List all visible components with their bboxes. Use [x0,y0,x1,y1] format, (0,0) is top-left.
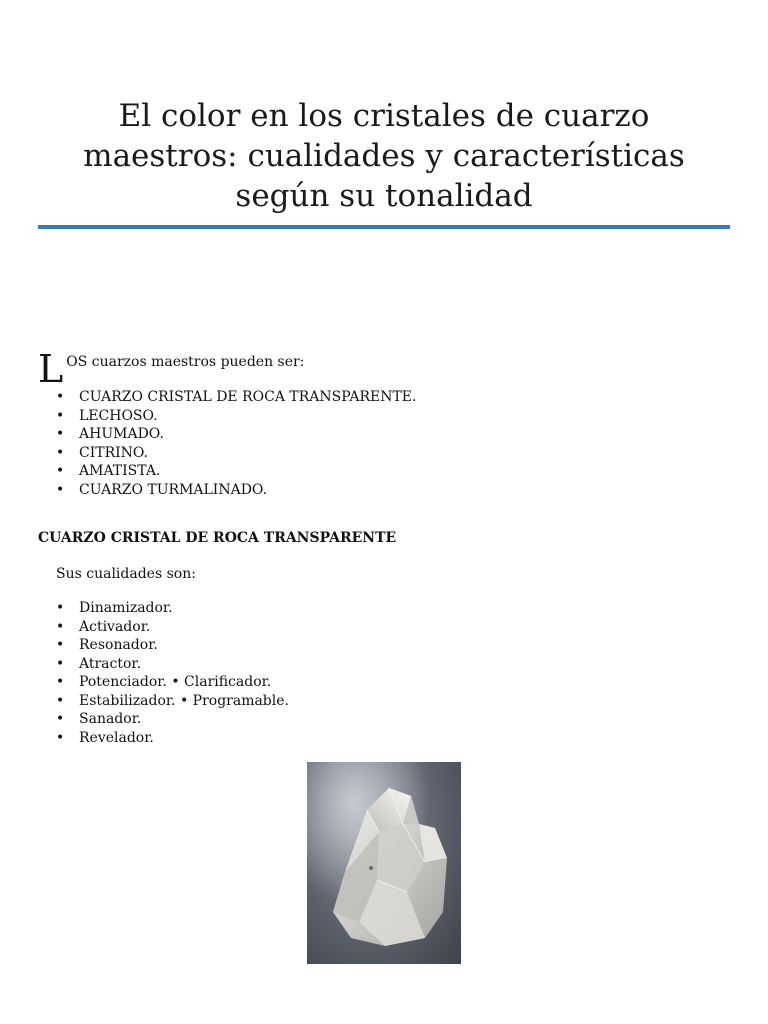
document-title: El color en los cristales de cuarzo maestros: cualidades y características según su tonalidad [83,98,685,214]
list-item: • Sanador. [56,710,716,729]
list-item: • CUARZO CRISTAL DE ROCA TRANSPARENTE. [56,388,716,407]
drop-cap: L [38,347,64,391]
list-item: • Revelador. [56,729,716,748]
title-divider [38,225,730,229]
list-item: • CUARZO TURMALINADO. [56,481,716,500]
list-item: • CITRINO. [56,444,716,463]
qualities-list [56,599,716,747]
crystal-illustration [307,762,461,964]
qualities-intro: Sus cualidades son: [56,566,196,582]
list-item: • AHUMADO. [56,425,716,444]
quartz-crystal-photo [307,762,461,964]
section-heading: CUARZO CRISTAL DE ROCA TRANSPARENTE [38,530,397,546]
intro-paragraph [38,347,730,391]
list-item: • Resonador. [56,636,716,655]
list-item: • Activador. [56,618,716,637]
list-item: • Estabilizador. • Programable. [56,692,716,711]
list-item: • LECHOSO. [56,407,716,426]
list-item: • Potenciador. • Clarificador. [56,673,716,692]
intro-text: OS cuarzos maestros pueden ser: [66,354,305,370]
list-item: • AMATISTA. [56,462,716,481]
list-item: • Atractor. [56,655,716,674]
list-item: • Dinamizador. [56,599,716,618]
quartz-types-list [56,388,716,499]
